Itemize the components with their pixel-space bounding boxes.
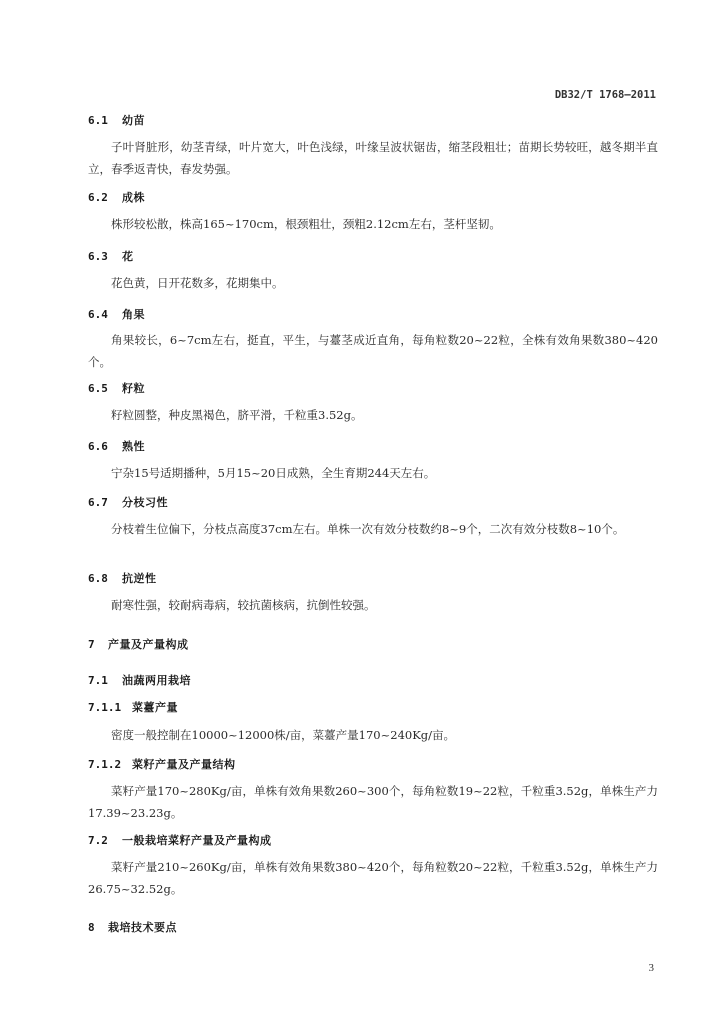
heading-7-2: 7.2 一般栽培菜籽产量及产量构成: [88, 834, 272, 847]
heading-6-2: 6.2 成株: [88, 191, 145, 204]
paragraph-6-5: 籽粒圆整，种皮黑褐色，脐平滑，千粒重3.52g。: [111, 408, 363, 422]
document-code: DB32/T 1768—2011: [554, 89, 656, 101]
heading-7: 7 产量及产量构成: [88, 638, 189, 651]
heading-6-7: 6.7 分枝习性: [88, 496, 168, 509]
heading-8: 8 栽培技术要点: [88, 921, 177, 934]
paragraph-6-1: 子叶肾脏形，幼茎青绿，叶片宽大，叶色浅绿，叶缘呈波状锯齿，缩茎段粗壮；苗期长势较旺，越冬期半直立，春季返青快，春发势强。: [88, 140, 658, 176]
heading-6-1: 6.1 幼苗: [88, 114, 145, 127]
page-number: 3: [648, 962, 654, 974]
paragraph-6-3: 花色黄，日开花数多，花期集中。: [111, 276, 284, 290]
paragraph-6-6: 宁杂15号适期播种，5月15~20日成熟，全生育期244天左右。: [111, 466, 436, 480]
heading-6-3: 6.3 花: [88, 250, 134, 263]
heading-6-6: 6.6 熟性: [88, 440, 145, 453]
heading-7-1: 7.1 油蔬两用栽培: [88, 674, 191, 687]
paragraph-6-7: 分枝着生位偏下，分枝点高度37cm左右。单株一次有效分枝数约8~9个，二次有效分枝数8~10个。: [111, 522, 625, 536]
heading-7-1-2: 7.1.2 菜籽产量及产量结构: [88, 758, 236, 771]
paragraph-6-8: 耐寒性强，较耐病毒病，较抗菌核病，抗倒性较强。: [111, 598, 376, 612]
heading-6-8: 6.8 抗逆性: [88, 572, 157, 585]
paragraph-6-4: 角果较长，6~7cm左右，挺直，平生，与薹茎成近直角，每角粒数20~22粒，全株有效角果数380~420个。: [88, 333, 658, 369]
paragraph-7-1-2: 菜籽产量170~280Kg/亩，单株有效角果数260~300个，每角粒数19~22粒，千粒重3.52g，单株生产力17.39~23.23g。: [88, 784, 658, 820]
heading-7-1-1: 7.1.1 菜薹产量: [88, 701, 178, 714]
paragraph-7-2: 菜籽产量210~260Kg/亩，单株有效角果数380~420个，每角粒数20~22粒，千粒重3.52g，单株生产力26.75~32.52g。: [88, 860, 658, 896]
paragraph-7-1-1: 密度一般控制在10000~12000株/亩，菜薹产量170~240Kg/亩。: [111, 728, 456, 742]
heading-6-5: 6.5 籽粒: [88, 382, 145, 395]
paragraph-6-2: 株形较松散，株高165~170cm，根颈粗壮，颈粗2.12cm左右，茎杆坚韧。: [111, 217, 501, 231]
heading-6-4: 6.4 角果: [88, 308, 145, 321]
